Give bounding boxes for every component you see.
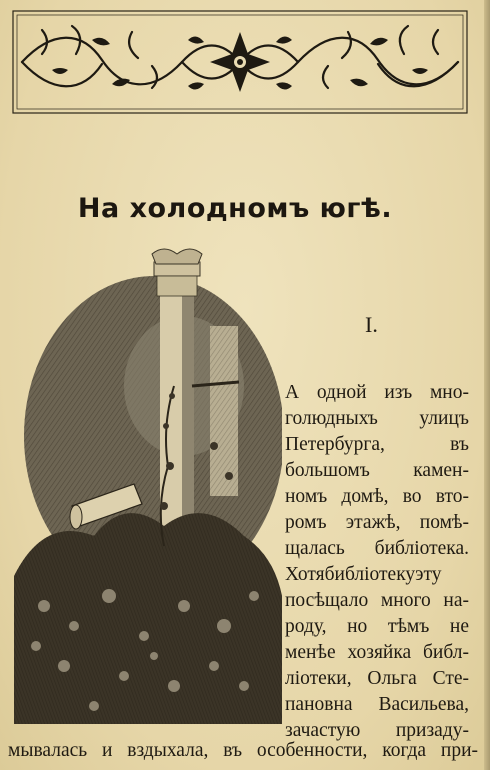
text-line: номъ домѣ, во вто- xyxy=(285,486,469,507)
text-line: менѣе хозяйка библ- xyxy=(285,642,469,663)
text-line: голюдныхъ улицъ xyxy=(285,408,469,429)
text-line: посѣщало много на- xyxy=(285,590,469,611)
text-line: роду, но тѣмъ не xyxy=(285,616,469,637)
body-text-column xyxy=(285,380,469,744)
text-line: зачастую призаду- xyxy=(285,720,469,741)
text-line: ліотеки, Ольга Сте- xyxy=(285,668,469,689)
text-line: Петербурга, въ xyxy=(285,434,469,455)
chapter-number: I. xyxy=(365,312,378,337)
ornament-headpiece xyxy=(12,10,468,114)
text-line: щалась библіотека. xyxy=(285,538,469,559)
text-line: пановна Васильева, xyxy=(285,694,469,715)
text-line-full-width: мывалась и вздыхала, въ особенности, когда при- xyxy=(8,740,478,761)
text-line: А одной изъ мно- xyxy=(285,382,469,403)
text-line: Хотябибліотекуэту xyxy=(285,564,442,585)
text-line: ромъ этажѣ, помѣ- xyxy=(285,512,469,533)
page-edge xyxy=(484,0,490,770)
illustration-column-ruins xyxy=(14,246,282,724)
page-title: На холодномъ югѣ. xyxy=(77,193,393,224)
text-line: большомъ камен- xyxy=(285,460,469,481)
